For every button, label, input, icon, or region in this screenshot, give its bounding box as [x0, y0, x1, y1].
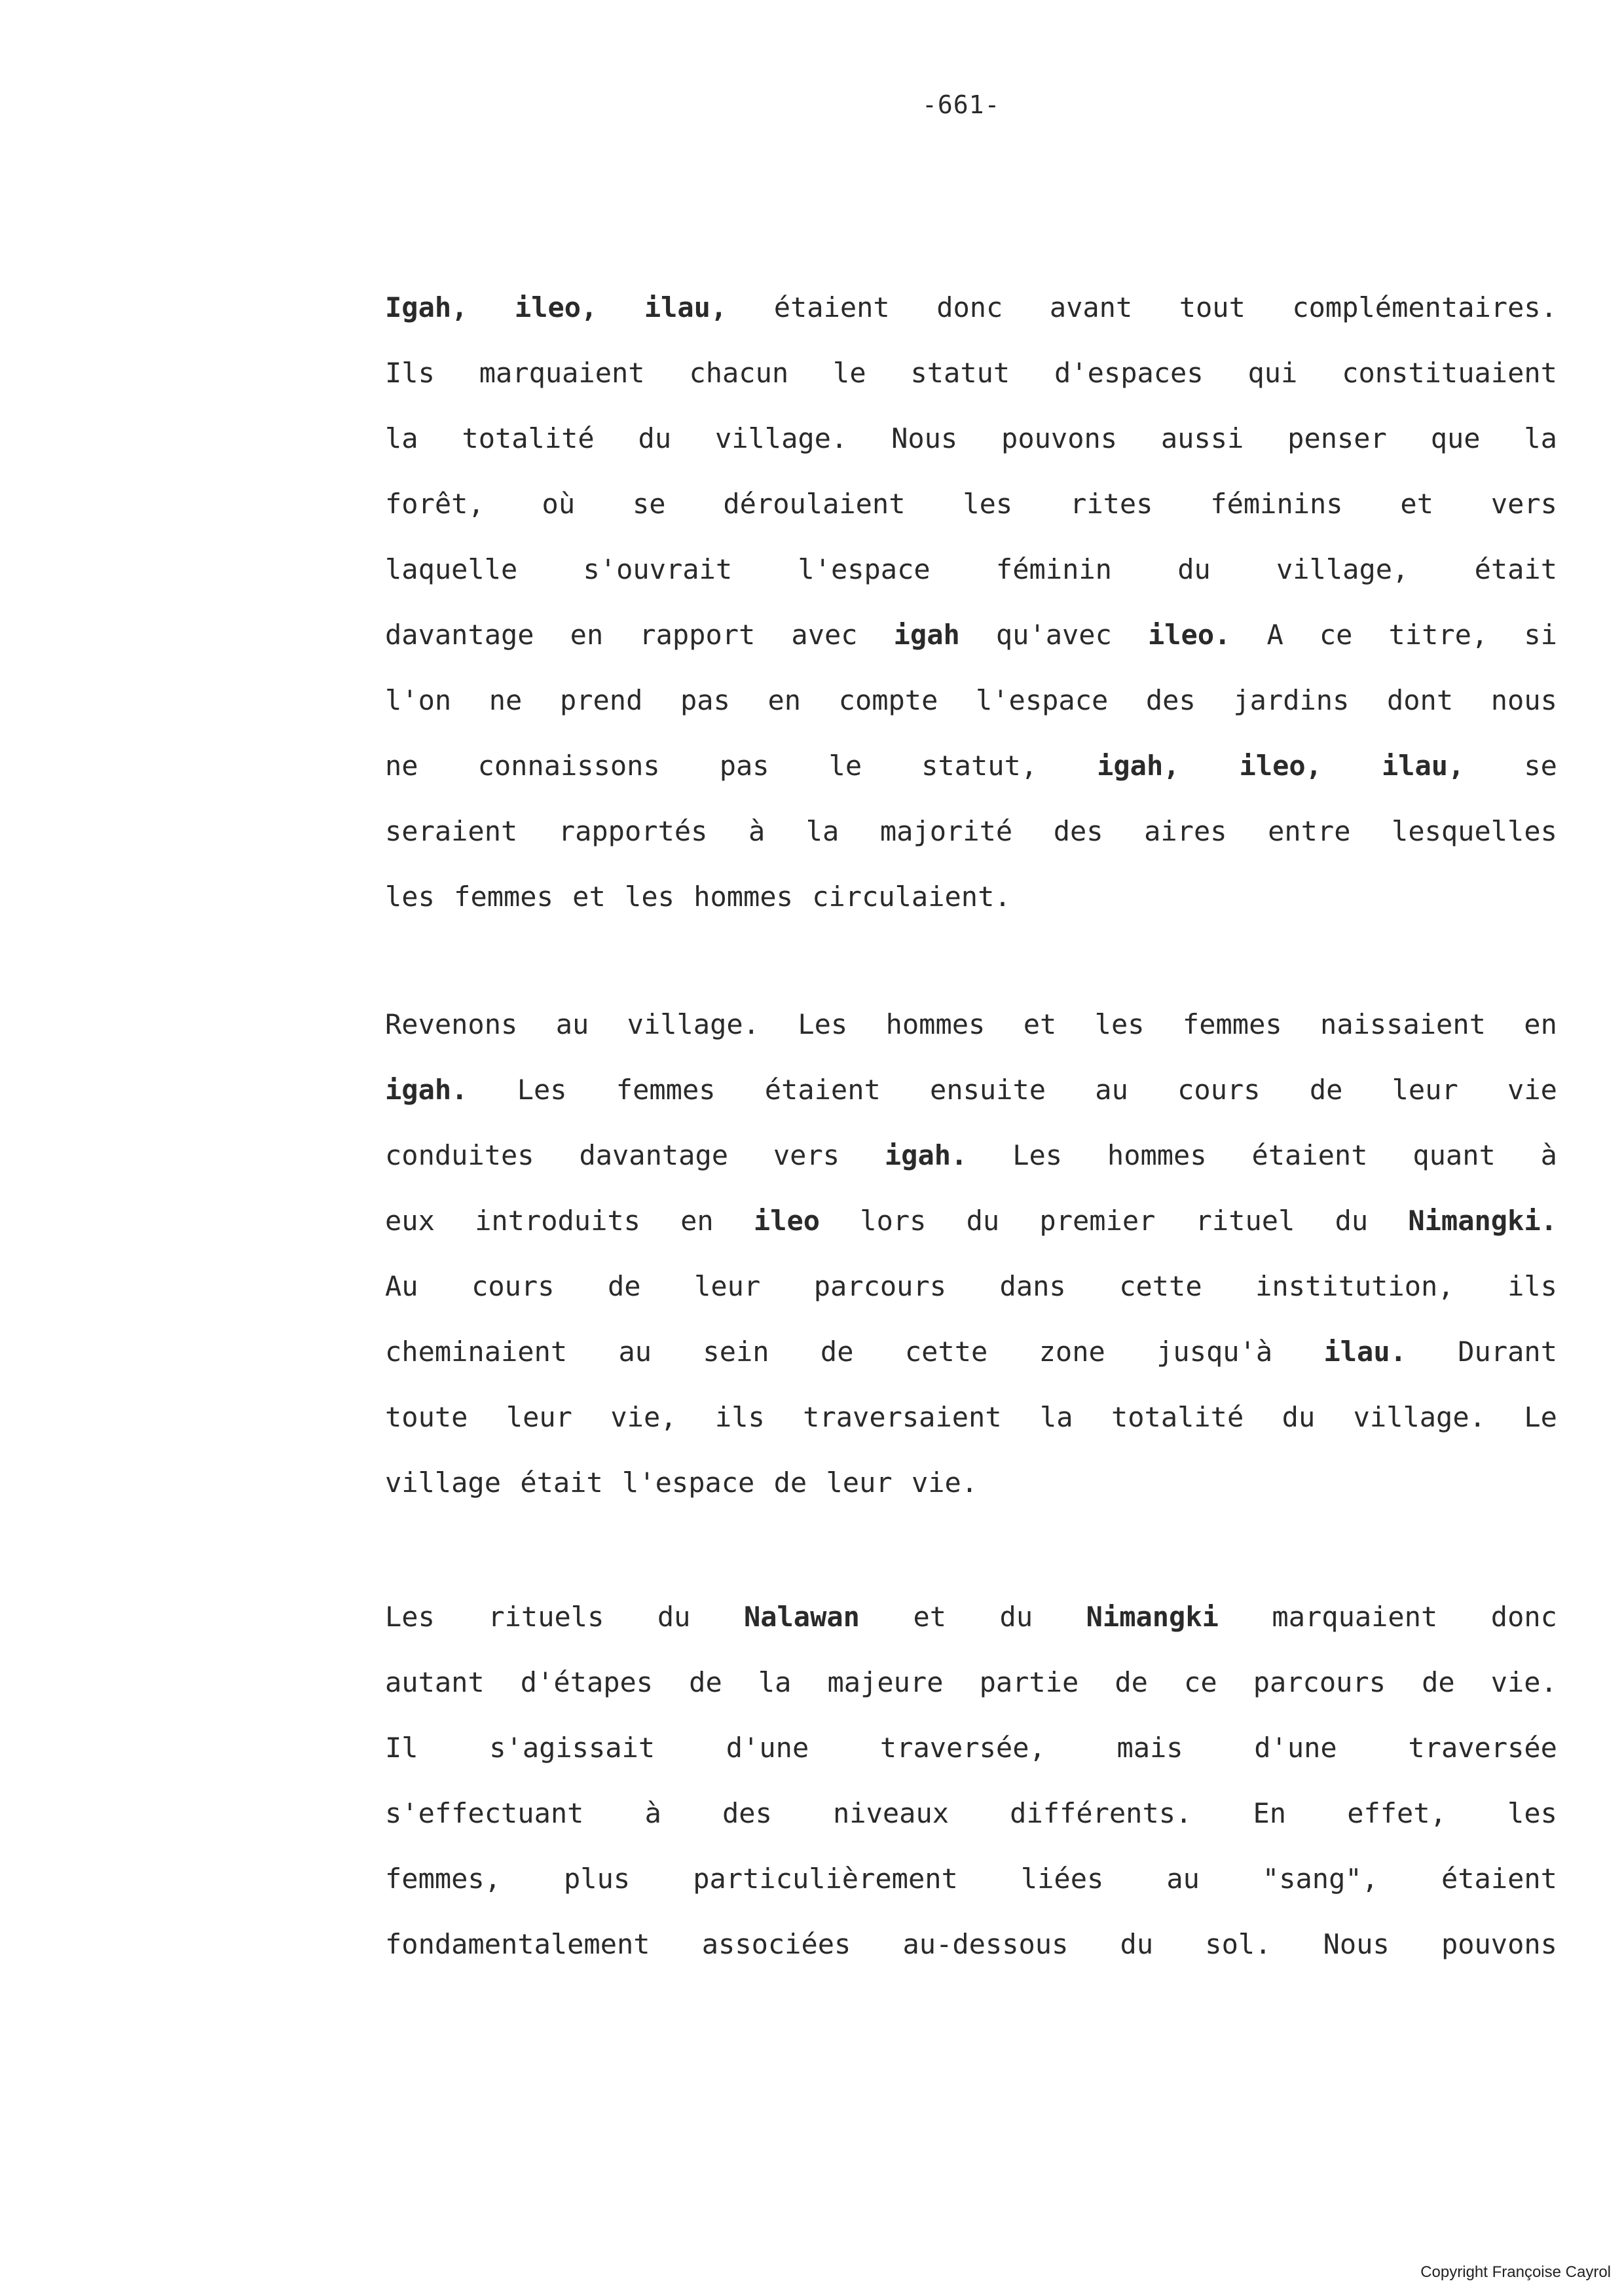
- word: du: [999, 1601, 1033, 1633]
- word: en: [570, 619, 604, 651]
- bold-term: ileo.: [1147, 619, 1231, 651]
- bold-term: igah: [893, 619, 960, 651]
- word: "sang",: [1262, 1863, 1378, 1895]
- word: le: [833, 357, 866, 389]
- paragraph-3: [385, 1584, 1557, 1977]
- bold-term: igah.: [884, 1139, 968, 1171]
- word: particulièrement: [693, 1863, 958, 1895]
- word: la: [385, 422, 418, 454]
- word: les: [1507, 1797, 1557, 1829]
- word: Revenons: [385, 1008, 518, 1040]
- word: au: [618, 1336, 652, 1368]
- text-line: [385, 1319, 1557, 1385]
- word: premier: [1039, 1205, 1156, 1237]
- text-line: [385, 864, 1557, 930]
- bold-term: Igah,: [385, 291, 468, 323]
- word: leur: [506, 1401, 572, 1433]
- word: différents.: [1010, 1797, 1192, 1829]
- word: cheminaient: [385, 1336, 568, 1368]
- word: partie: [979, 1666, 1079, 1698]
- word: au: [1166, 1863, 1200, 1895]
- word: lors: [860, 1205, 927, 1237]
- word: vie.: [1490, 1666, 1557, 1698]
- paragraph-1: [385, 275, 1557, 930]
- word: au-dessous: [902, 1928, 1069, 1960]
- word: étaient: [1441, 1863, 1557, 1895]
- word: rituel: [1195, 1205, 1295, 1237]
- word: aussi: [1160, 422, 1244, 454]
- word: en: [767, 684, 802, 716]
- word: du: [1335, 1205, 1369, 1237]
- word: vers: [1490, 488, 1557, 520]
- text-line: [385, 1912, 1557, 1977]
- word: Nous: [891, 422, 958, 454]
- bold-term: ilau,: [1381, 750, 1465, 782]
- word: totalité: [462, 422, 595, 454]
- word: pouvons: [1441, 1928, 1557, 1960]
- word: donc: [1490, 1601, 1557, 1633]
- word: eux: [385, 1205, 435, 1237]
- text-line: [385, 1057, 1557, 1123]
- word: l'espace: [798, 553, 931, 585]
- bold-term: ileo: [753, 1205, 821, 1237]
- word: du: [1177, 553, 1211, 585]
- word: statut: [910, 357, 1010, 389]
- word: femmes: [1182, 1008, 1282, 1040]
- word: prend: [559, 684, 643, 716]
- word: leur: [826, 1467, 893, 1499]
- word: constituaient: [1342, 357, 1557, 389]
- word: du: [1282, 1401, 1316, 1433]
- word: de: [689, 1666, 722, 1698]
- word: ce: [1319, 619, 1353, 651]
- word: rituels: [488, 1601, 604, 1633]
- word: parcours: [1253, 1666, 1386, 1698]
- word: et: [1400, 488, 1433, 520]
- word: était: [520, 1467, 603, 1499]
- word: et: [1023, 1008, 1057, 1040]
- bold-term: ilau.: [1323, 1336, 1407, 1368]
- bold-term: ilau,: [644, 291, 728, 323]
- word: marquaient: [1272, 1601, 1438, 1633]
- bold-term: ileo,: [514, 291, 598, 323]
- text-line: [385, 340, 1557, 406]
- word: de: [608, 1270, 641, 1302]
- word: village,: [1276, 553, 1409, 585]
- word: à: [644, 1797, 661, 1829]
- word: que: [1430, 422, 1481, 454]
- paragraph-2: [385, 992, 1557, 1516]
- word: institution,: [1255, 1270, 1454, 1302]
- word: l'espace: [975, 684, 1109, 716]
- word: plus: [564, 1863, 631, 1895]
- word: Les: [1012, 1139, 1063, 1171]
- text-line: [385, 1254, 1557, 1319]
- word: étaient: [773, 291, 890, 323]
- word: penser: [1287, 422, 1387, 454]
- word: nous: [1490, 684, 1557, 716]
- word: ne: [385, 750, 418, 782]
- text-line: [385, 275, 1557, 340]
- word: la: [758, 1666, 792, 1698]
- word: rites: [1070, 488, 1153, 520]
- word: Le: [1524, 1401, 1557, 1433]
- word: village.: [627, 1008, 760, 1040]
- text-line: [385, 668, 1557, 733]
- word: pas: [680, 684, 730, 716]
- bold-term: ileo,: [1239, 750, 1322, 782]
- word: de: [1422, 1666, 1455, 1698]
- page-number: -661-: [922, 90, 1001, 119]
- text-line: [385, 1385, 1557, 1450]
- word: davantage: [579, 1139, 729, 1171]
- word: compte: [838, 684, 938, 716]
- word: vie,: [610, 1401, 677, 1433]
- word: Il: [385, 1732, 418, 1764]
- word: traversée,: [879, 1732, 1046, 1764]
- word: de: [820, 1336, 854, 1368]
- word: tout: [1179, 291, 1246, 323]
- word: en: [1524, 1008, 1557, 1040]
- word: aires: [1144, 815, 1227, 847]
- word: rapport: [639, 619, 756, 651]
- text-line: [385, 406, 1557, 471]
- word: cette: [904, 1336, 988, 1368]
- word: statut,: [921, 750, 1038, 782]
- word: de: [1309, 1074, 1343, 1106]
- word: leur: [694, 1270, 761, 1302]
- word: village.: [714, 422, 848, 454]
- word: et: [572, 881, 606, 913]
- text-line: [385, 602, 1557, 668]
- word: d'étapes: [520, 1666, 654, 1698]
- word: s'effectuant: [385, 1797, 584, 1829]
- text-line: [385, 471, 1557, 537]
- word: dont: [1386, 684, 1454, 716]
- word: des: [722, 1797, 772, 1829]
- word: des: [1053, 815, 1103, 847]
- word: cette: [1119, 1270, 1202, 1302]
- text-line: [385, 733, 1557, 799]
- bold-term: Nalawan: [743, 1601, 860, 1633]
- word: jardins: [1233, 684, 1350, 716]
- word: féminin: [995, 553, 1112, 585]
- word: s'ouvrait: [583, 553, 733, 585]
- word: l'espace: [622, 1467, 755, 1499]
- text-line: [385, 1450, 1557, 1516]
- word: à: [1540, 1139, 1557, 1171]
- word: lesquelles: [1392, 815, 1557, 847]
- text-line: [385, 1846, 1557, 1912]
- word: village: [385, 1467, 502, 1499]
- word: effet,: [1347, 1797, 1447, 1829]
- word: ne: [489, 684, 523, 716]
- word: fondamentalement: [385, 1928, 650, 1960]
- word: Au: [385, 1270, 418, 1302]
- word: connaissons: [477, 750, 660, 782]
- word: A: [1266, 619, 1283, 651]
- word: ils: [714, 1401, 765, 1433]
- word: rapportés: [558, 815, 708, 847]
- word: s'agissait: [489, 1732, 655, 1764]
- word: totalité: [1111, 1401, 1244, 1433]
- word: les: [963, 488, 1013, 520]
- word: associées: [701, 1928, 851, 1960]
- word: mais: [1116, 1732, 1183, 1764]
- text-line: [385, 1188, 1557, 1254]
- word: les: [1094, 1008, 1145, 1040]
- word: complémentaires.: [1292, 291, 1557, 323]
- word: majeure: [827, 1666, 944, 1698]
- word: traversée: [1408, 1732, 1557, 1764]
- word: chacun: [689, 357, 789, 389]
- word: dans: [999, 1270, 1066, 1302]
- word: féminins: [1210, 488, 1343, 520]
- word: seraient: [385, 815, 518, 847]
- word: au: [555, 1008, 589, 1040]
- word: traversaient: [803, 1401, 1002, 1433]
- word: naissaient: [1320, 1008, 1486, 1040]
- word: vers: [773, 1139, 840, 1171]
- word: la: [1040, 1401, 1073, 1433]
- text-line: [385, 1781, 1557, 1846]
- word: du: [966, 1205, 1000, 1237]
- word: vie.: [911, 1467, 978, 1499]
- text-line: [385, 1650, 1557, 1715]
- text-line: [385, 1715, 1557, 1781]
- word: parcours: [813, 1270, 947, 1302]
- word: d'espaces: [1054, 357, 1204, 389]
- text-line: [385, 992, 1557, 1057]
- word: ils: [1507, 1270, 1557, 1302]
- word: étaient: [764, 1074, 881, 1106]
- word: du: [638, 422, 672, 454]
- word: se: [1524, 750, 1557, 782]
- word: avant: [1049, 291, 1133, 323]
- word: du: [1120, 1928, 1154, 1960]
- word: se: [632, 488, 666, 520]
- word: femmes: [616, 1074, 716, 1106]
- word: pas: [719, 750, 769, 782]
- word: du: [657, 1601, 691, 1633]
- word: ensuite: [930, 1074, 1046, 1106]
- word: zone: [1039, 1336, 1105, 1368]
- word: le: [828, 750, 862, 782]
- word: jusqu'à: [1156, 1336, 1273, 1368]
- text-line: [385, 537, 1557, 602]
- word: marquaient: [479, 357, 645, 389]
- word: niveaux: [833, 1797, 950, 1829]
- word: les: [625, 881, 674, 913]
- word: l'on: [385, 684, 452, 716]
- word: en: [680, 1205, 714, 1237]
- word: était: [1474, 553, 1557, 585]
- word: laquelle: [385, 553, 518, 585]
- copyright-notice: Copyright Françoise Cayrol: [1420, 2263, 1611, 2281]
- bold-term: Nimangki: [1086, 1601, 1219, 1633]
- word: ce: [1184, 1666, 1217, 1698]
- word: liées: [1020, 1863, 1104, 1895]
- bold-term: Nimangki.: [1408, 1205, 1557, 1237]
- word: avec: [791, 619, 858, 651]
- word: sein: [703, 1336, 769, 1368]
- word: donc: [936, 291, 1003, 323]
- word: davantage: [385, 619, 534, 651]
- word: si: [1524, 619, 1557, 651]
- word: où: [542, 488, 576, 520]
- word: d'une: [1254, 1732, 1337, 1764]
- word: Ils: [385, 357, 435, 389]
- word: forêt,: [385, 488, 485, 520]
- word: titre,: [1388, 619, 1488, 651]
- word: En: [1253, 1797, 1287, 1829]
- word: des: [1145, 684, 1196, 716]
- text-line: [385, 1123, 1557, 1188]
- word: Les: [798, 1008, 848, 1040]
- word: femmes: [454, 881, 553, 913]
- word: cours: [471, 1270, 555, 1302]
- word: étaient: [1251, 1139, 1368, 1171]
- word: qu'avec: [995, 619, 1112, 651]
- word: autant: [385, 1666, 485, 1698]
- text-line: [385, 1584, 1557, 1650]
- word: femmes,: [385, 1863, 502, 1895]
- word: qui: [1247, 357, 1298, 389]
- word: Durant: [1458, 1336, 1557, 1368]
- word: Les: [385, 1601, 435, 1633]
- word: Les: [517, 1074, 567, 1106]
- word: hommes: [1107, 1139, 1207, 1171]
- word: déroulaient: [723, 488, 906, 520]
- word: pouvons: [1001, 422, 1118, 454]
- word: vie: [1507, 1074, 1557, 1106]
- word: introduits: [475, 1205, 640, 1237]
- word: hommes: [885, 1008, 986, 1040]
- word: conduites: [385, 1139, 534, 1171]
- word: de: [1115, 1666, 1148, 1698]
- word: sol.: [1205, 1928, 1272, 1960]
- word: majorité: [879, 815, 1013, 847]
- word: quant: [1412, 1139, 1496, 1171]
- word: la: [805, 815, 840, 847]
- word: la: [1524, 422, 1557, 454]
- word: et: [913, 1601, 947, 1633]
- text-line: [385, 799, 1557, 864]
- bold-term: igah.: [385, 1074, 468, 1106]
- word: hommes: [693, 881, 793, 913]
- bold-term: igah,: [1097, 750, 1180, 782]
- word: cours: [1177, 1074, 1261, 1106]
- word: village.: [1353, 1401, 1486, 1433]
- word: d'une: [726, 1732, 809, 1764]
- word: toute: [385, 1401, 468, 1433]
- word: de: [773, 1467, 807, 1499]
- word: circulaient.: [812, 881, 1011, 913]
- word: au: [1095, 1074, 1128, 1106]
- word: Nous: [1323, 1928, 1390, 1960]
- word: les: [385, 881, 435, 913]
- word: à: [748, 815, 766, 847]
- word: leur: [1392, 1074, 1458, 1106]
- word: entre: [1268, 815, 1351, 847]
